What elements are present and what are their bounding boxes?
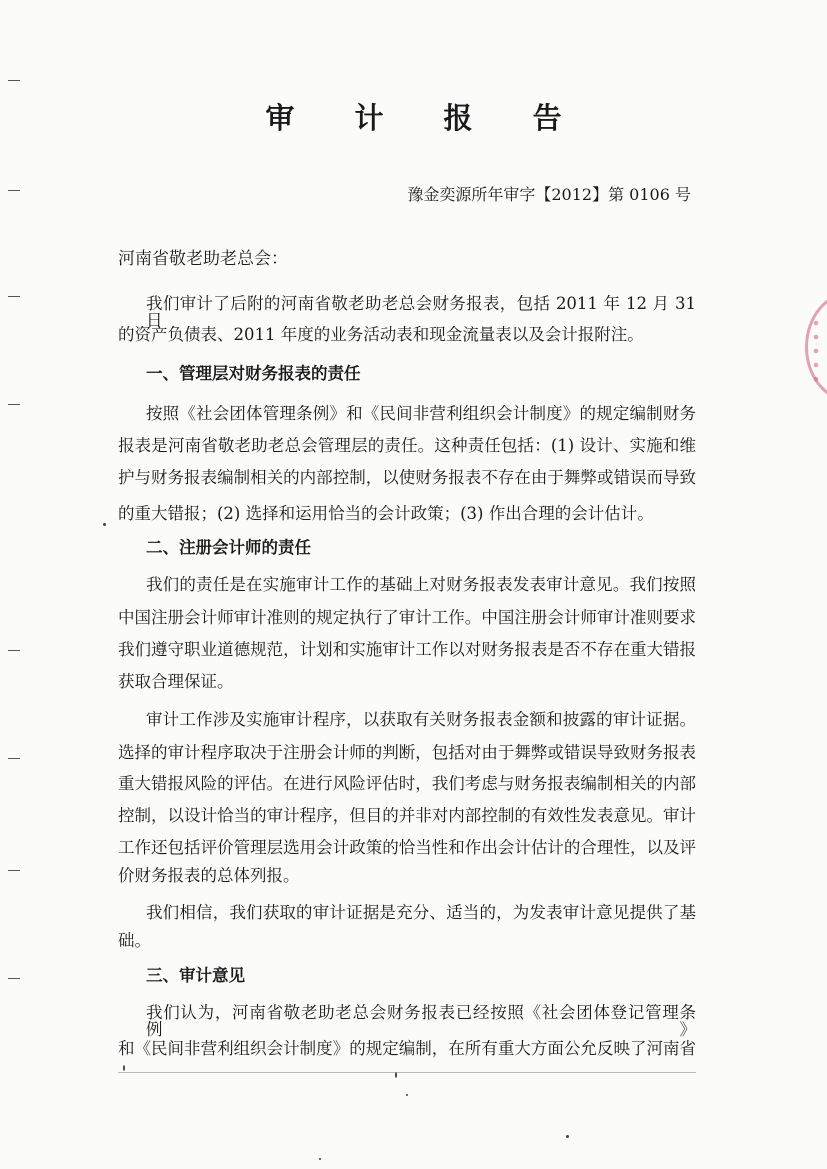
section-heading-management: 一、管理层对财务报表的责任 (146, 364, 361, 383)
scan-speck (103, 523, 106, 526)
margin-mark (8, 404, 20, 405)
body-line: 获取合理保证。 (118, 672, 234, 691)
body-line: 选择的审计程序取决于注册会计师的判断，包括对由于舞弊或错误导致财务报表 (118, 743, 696, 762)
page-title: 审 计 报 告 (265, 101, 587, 135)
body-line: 我们遵守职业道德规范，计划和实施审计工作以对财务报表是否不存在重大错报 (118, 640, 696, 659)
body-line: 控制，以设计恰当的审计程序，但目的并非对内部控制的有效性发表意见。审计 (118, 806, 696, 825)
scan-speck (395, 1072, 397, 1078)
body-line: 报表是河南省敬老助老总会管理层的责任。这种责任包括：(1) 设计、实施和维 (118, 436, 696, 455)
body-line: 重大错报风险的评估。在进行风险评估时，我们考虑与财务报表编制相关的内部 (118, 774, 696, 793)
addressee: 河南省敬老助老总会： (118, 249, 288, 269)
body-line: 护与财务报表编制相关的内部控制，以使财务报表不存在由于舞弊或错误而导致 (118, 468, 696, 487)
body-line: 我们审计了后附的河南省敬老助老总会财务报表，包括 2011 年 12 月 31 日 (146, 294, 696, 330)
margin-mark (8, 978, 20, 979)
section-heading-auditor: 二、注册会计师的责任 (146, 538, 311, 557)
margin-mark (8, 190, 20, 191)
body-line: 我们相信，我们获取的审计证据是充分、适当的，为发表审计意见提供了基 (146, 903, 696, 922)
body-line: 价财务报表的总体列报。 (118, 866, 300, 885)
body-line: 按照《社会团体管理条例》和《民间非营利组织会计制度》的规定编制财务 (146, 404, 696, 423)
body-line: 审计工作涉及实施审计程序，以获取有关财务报表金额和披露的审计证据。 (146, 710, 696, 729)
body-line: 的资产负债表、2011 年度的业务活动表和现金流量表以及会计报附注。 (118, 325, 644, 344)
margin-mark (8, 80, 20, 81)
body-line: 工作还包括评价管理层选用会计政策的恰当性和作出会计估计的合理性，以及评 (118, 838, 696, 857)
section-heading-opinion: 三、审计意见 (146, 966, 245, 985)
scan-speck (123, 1065, 125, 1071)
body-line: 的重大错报；(2) 选择和运用恰当的会计政策；(3) 作出合理的会计估计。 (118, 504, 654, 523)
body-line: 础。 (118, 931, 151, 950)
scan-speck (319, 1158, 321, 1160)
margin-mark (8, 296, 20, 297)
body-line: 我们认为，河南省敬老助老总会财务报表已经按照《社会团体登记管理条例》 (146, 1003, 696, 1039)
body-line: 和《民间非营利组织会计制度》的规定编制，在所有重大方面公允反映了河南省 (118, 1039, 696, 1058)
margin-mark (8, 870, 20, 871)
document-number: 豫金奕源所年审字【2012】第 0106 号 (407, 185, 691, 204)
margin-mark (8, 758, 20, 759)
scan-speck (566, 1135, 569, 1138)
body-line: 中国注册会计师审计准则的规定执行了审计工作。中国注册会计师审计准则要求 (118, 608, 696, 627)
scan-speck (406, 1094, 408, 1096)
seal-stamp-partial (805, 292, 827, 402)
body-line: 我们的责任是在实施审计工作的基础上对财务报表发表审计意见。我们按照 (146, 575, 696, 594)
margin-mark (8, 650, 20, 651)
scan-line (118, 1072, 696, 1073)
